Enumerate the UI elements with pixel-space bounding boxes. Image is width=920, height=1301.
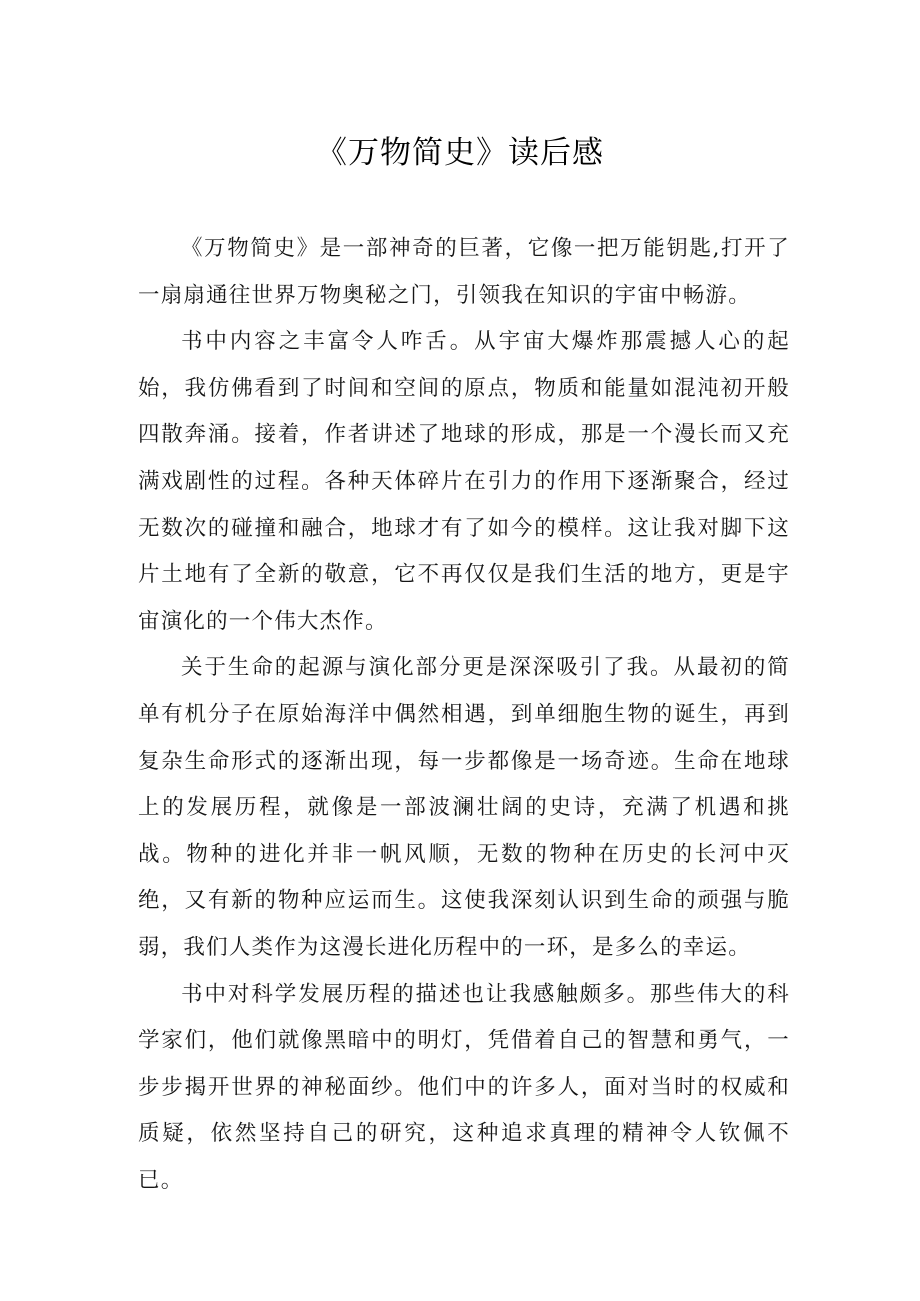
document-title: 《万物简史》读后感 [316, 135, 604, 171]
paragraph-universe-earth: 书中内容之丰富令人咋舌。从宇宙大爆炸那震撼人心的起始，我仿佛看到了时间和空间的原点，物质和能量如混沌初开般四散奔涌。接着，作者讲述了地球的形成，那是一个漫长而又充满戏剧性的过程。各种天体碎片在引力的作用下逐渐聚合，经过无数次的碰撞和融合，地球才有了如今的模样。这让我对脚下这片土地有了全新的敬意，它不再仅仅是我们生活的地方，更是宇宙演化的一个伟大杰作。 [138, 329, 790, 634]
paragraph-science-history: 书中对科学发展历程的描述也让我感触颇多。那些伟大的科学家们，他们就像黑暗中的明灯，凭借着自己的智慧和勇气，一步步揭开世界的神秘面纱。他们中的许多人，面对当时的权威和质疑，依然坚持自己的研究，这种追求真理的精神令人钦佩不已。 [138, 981, 790, 1193]
document-body [138, 226, 790, 1204]
paragraph-life-evolution: 关于生命的起源与演化部分更是深深吸引了我。从最初的简单有机分子在原始海洋中偶然相遇，到单细胞生物的诞生，再到复杂生命形式的逐渐出现，每一步都像是一场奇迹。生命在地球上的发展历程，就像是一部波澜壮阔的史诗，充满了机遇和挑战。物种的进化并非一帆风顺，无数的物种在历史的长河中灭绝，又有新的物种应运而生。这使我深刻认识到生命的顽强与脆弱，我们人类作为这漫长进化历程中的一环，是多么的幸运。 [138, 655, 790, 960]
paragraph-intro: 《万物简史》是一部神奇的巨著，它像一把万能钥匙,打开了一扇扇通往世界万物奥秘之门，引领我在知识的宇宙中畅游。 [138, 236, 790, 308]
